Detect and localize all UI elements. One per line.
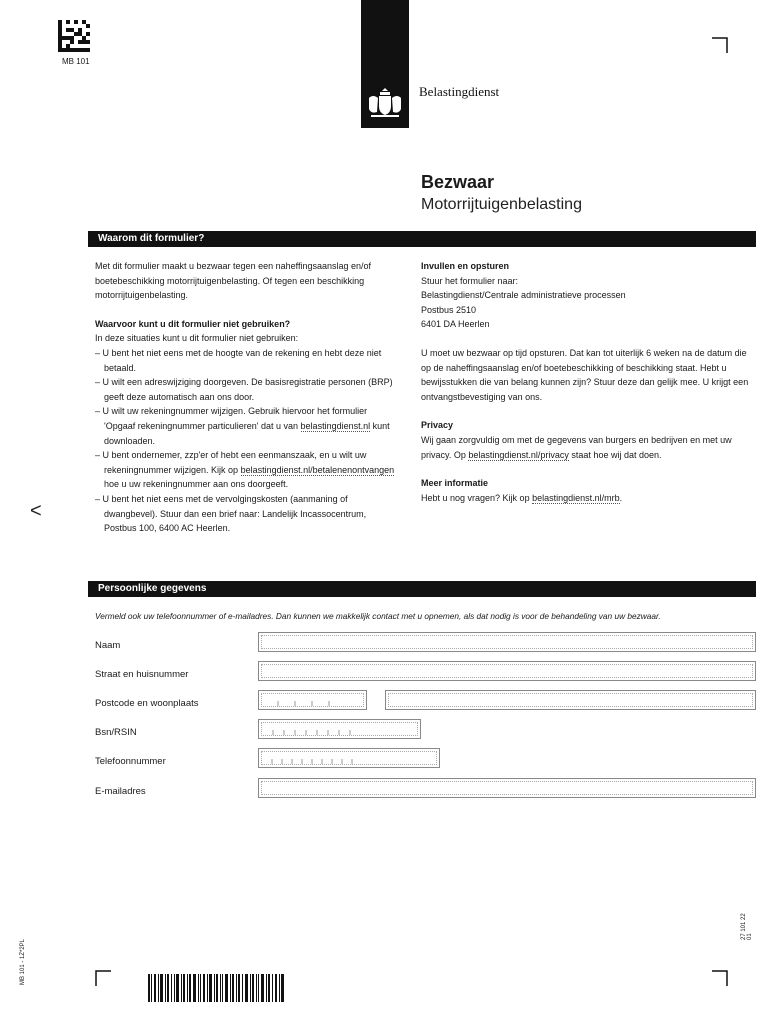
straat-field[interactable] [258,661,756,681]
section-heading-personal: Persoonlijke gegevens [88,581,756,597]
intro-text: Met dit formulier maakt u bezwaar tegen een naheffingsaanslag en/of boetebeschikking motorrijtuigenbelasting. Of tegen een beschikking motorrijtuigenbelasting. [95,261,372,301]
corner-mark-icon [712,970,728,986]
label-email: E-mailadres [95,786,146,797]
send-line: Postbus 2510 [421,304,477,315]
right-column [421,259,756,505]
label-straat: Straat en huisnummer [95,669,189,680]
comb-ticks [262,759,362,764]
list-item: – U wilt uw rekeningnummer wijzigen. Gebruik hiervoor het formulier 'Opgaaf rekeningnummer particulieren' dat u van belastingdienst.nl kunt downloaden. [95,404,395,448]
organization-name: Belastingdienst [419,84,500,99]
link-privacy[interactable]: belastingdienst.nl/privacy [468,449,569,460]
woonplaats-field[interactable] [385,690,756,710]
list-item: – U wilt een adreswijziging doorgeven. De basisregistratie personen (BRP) geeft deze automatisch aan ons door. [95,375,395,404]
bsn-field[interactable] [258,719,421,739]
comb-ticks [262,730,362,735]
section-heading-why: Waarom dit formulier? [88,231,756,247]
send-line: 6401 DA Heerlen [421,319,490,330]
privacy-text: Wij gaan zorgvuldig om met de gegevens van burgers en bedrijven en met uw privacy. Op belastingdienst.nl/privacy staat hoe wij dat doen. [421,434,732,460]
deadline-text: U moet uw bezwaar op tijd opsturen. Dat kan tot uiterlijk 6 weken na de datum die op de naheffingsaanslag en/of boetebeschikking of beschikking staat. Hebt u bewijsstukken die van belang kunnen zijn? Stuur deze dan gelijk mee. U krijgt een ontvangstbevestiging van ons. [421,347,749,402]
left-column [95,259,395,536]
page-title: Bezwaar [421,172,495,192]
label-telefoon: Telefoonnummer [95,756,166,767]
label-naam: Naam [95,640,121,651]
email-field[interactable] [258,778,756,798]
datamatrix-code [58,20,90,52]
coat-of-arms-icon [365,84,405,120]
more-info-heading: Meer informatie [421,478,489,489]
left-chevron-icon: < [30,500,42,522]
link-mrb[interactable]: belastingdienst.nl/mrb [532,492,620,503]
corner-mark-icon [95,970,111,986]
not-use-intro: In deze situaties kunt u dit formulier niet gebruiken: [95,333,299,344]
page-subtitle: Motorrijtuigenbelasting [421,196,582,213]
instruction-text: Vermeld ook uw telefoonnummer of e-mailadres. Dan kunnen we makkelijk contact met u opnemen, als dat nodig is voor de behandeling van uw bezwaar. [95,611,661,621]
link-belastingdienst[interactable]: belastingdienst.nl [300,420,371,431]
postcode-field[interactable] [258,690,367,710]
label-bsn: Bsn/RSIN [95,727,137,738]
corner-mark-icon [712,37,728,53]
form-code: MB 101 [62,57,90,66]
list-item: – U bent het niet eens met de hoogte van de rekening en hebt deze niet betaald. [95,346,395,375]
send-line: Belastingdienst/Centrale administratieve processen [421,290,626,301]
side-code-left: MB 101 - 1Z*2PL [20,938,26,985]
telefoon-field[interactable] [258,748,440,768]
list-item: – U bent ondernemer, zzp'er of hebt een eenmanszaak, en u wilt uw rekeningnummer wijzigen. Kijk op belastingdienst.nl/betalenenontvangen hoe u uw rekeningnummer aan ons doorgeeft. [95,448,395,492]
list-item: – U bent het niet eens met de vervolgingskosten (aanmaning of dwangbevel). Stuur dan een brief naar: Landelijk Incassocentrum, Postbus 100, 6400 AC Heerlen. [95,492,395,536]
label-postcode: Postcode en woonplaats [95,698,199,709]
link-betalenenontvangen[interactable]: belastingdienst.nl/betalenenontvangen [240,464,395,475]
send-line: Stuur het formulier naar: [421,275,519,286]
barcode [148,974,284,1002]
not-use-heading: Waarvoor kunt u dit formulier niet gebruiken? [95,318,291,329]
not-use-list [95,346,395,536]
privacy-heading: Privacy [421,420,454,431]
send-heading: Invullen en opsturen [421,261,510,271]
more-info-text: Hebt u nog vragen? Kijk op belastingdienst.nl/mrb. [421,492,623,503]
naam-field[interactable] [258,632,756,652]
comb-ticks [262,701,362,706]
side-code-right: 27 101 22 01 [741,913,753,940]
